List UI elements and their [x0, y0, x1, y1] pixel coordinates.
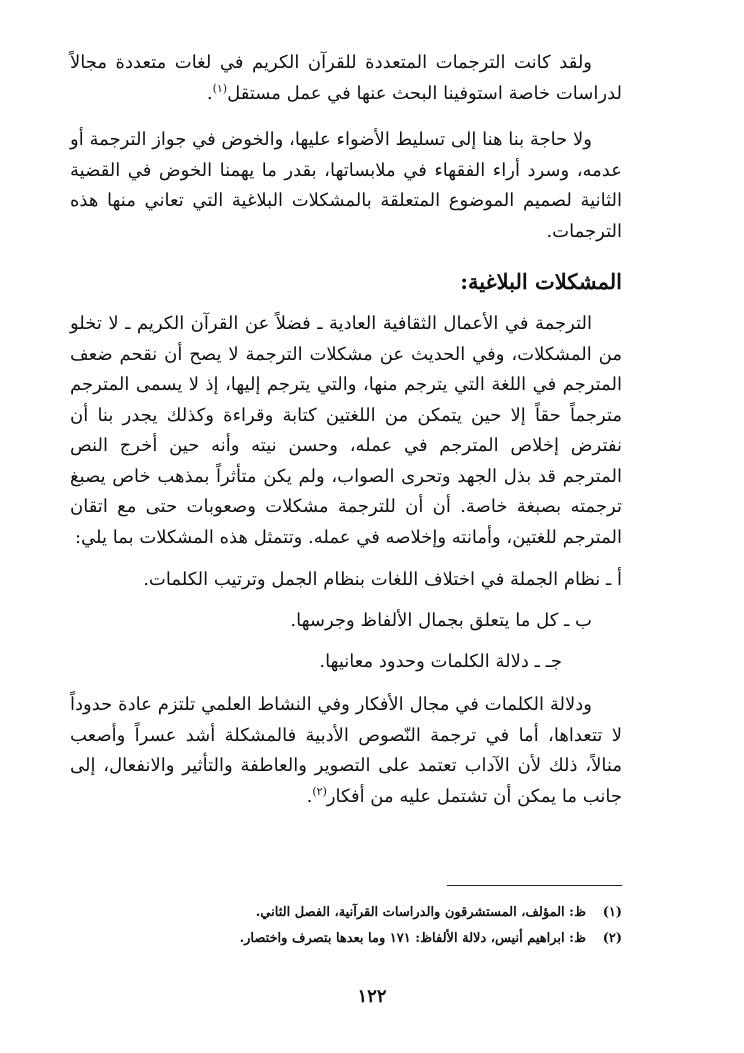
footnote-divider — [447, 885, 622, 886]
paragraph-1-end: . — [206, 82, 213, 104]
footnote-text: ظ: المؤلف، المستشرقون والدراسات القرآنية، الفصل الثاني. — [255, 905, 586, 920]
footnote-number: (١) — [602, 905, 622, 920]
paragraph-3: الترجمة في الأعمال الثقافية العادية ـ فضلاً عن القرآن الكريم ـ لا تخلو من المشكلات، وفي الحديث عن مشكلات الترجمة لا يصح أن نقحم ضعف المترجم في اللغة التي يترجم منها، والتي يترجم إليها، إذ لا يسمى المترجم مترجماً حقاً إلا حين يتمكن من اللغتين كتابة وقراءة وكذلك يجدر بنا أن نفترض إخلاص المترجم في عمله، وحسن نيته وأنه حين أخرج النص المترجم قد بذل الجهد وتحرى الصواب، ولم يكن متأثراً بمذهب خاص يصبغ ترجمته بصبغة خاصة. أن أن للترجمة مشكلات وصعوبات حتى مع اتقان المترجم للغتين، وأمانته وإخلاصه في عمله. وتتمثل هذه المشكلات بما يلي: — [70, 313, 622, 548]
footnote-ref-1[interactable]: (١) — [212, 81, 228, 95]
paragraph-1-text: ولقد كانت الترجمات المتعددة للقرآن الكريم في لغات متعددة مجالاً لدراسات خاصة استوفينا البحث عنها في عمل مستقل — [70, 52, 622, 104]
paragraph-4-end: . — [306, 785, 313, 807]
section-heading: المشكلات البلاغية: — [460, 269, 622, 294]
paragraph-1 — [70, 48, 622, 109]
list-item: أ ـ نظام الجملة في اختلاف اللغات بنظام الجمل وترتيب الكلمات. — [143, 569, 622, 590]
paragraph-4-text: ودلالة الكلمات في مجال الأفكار وفي النشاط العلمي تلتزم عادة حدوداً لا تتعداها، أما في ترجمة النّصوص الأدبية فالمشكلة أشد عسراً وأصعب منالاً، ذلك لأن الآداب تعتمد على التصوير والعاطفة والتأثير والانفعال، إلى جانب ما يمكن أن تشتمل عليه من أفكار — [70, 694, 622, 807]
list-item: ب ـ كل ما يتعلق بجمال الألفاظ وجرسها. — [290, 610, 592, 631]
footnotes — [70, 900, 622, 952]
footnote-item — [70, 900, 622, 926]
paragraph-4 — [70, 690, 622, 812]
list — [70, 559, 622, 682]
footnote-item — [70, 926, 622, 952]
paragraph-2: ولا حاجة بنا هنا إلى تسليط الأضواء عليها، والخوض في جواز الترجمة أو عدمه، وسرد أراء الفقهاء في ملابساتها، بقدر ما يهمنا الخوض في القضية الثانية لصميم الموضوع المتعلقة بالمشكلات البلاغية التي تعاني منها هذه الترجمات. — [70, 129, 622, 242]
list-item: جـ ـ دلالة الكلمات وحدود معانيها. — [319, 651, 562, 672]
page-body — [70, 48, 622, 812]
page-number: ١٢٢ — [357, 986, 387, 1007]
footnote-number: (٢) — [602, 931, 622, 946]
footnote-text: ظ: ابراهيم أنيس، دلالة الألفاظ: ١٧١ وما بعدها بتصرف واختصار. — [239, 931, 586, 946]
footnote-ref-2[interactable]: (٢) — [312, 784, 327, 798]
